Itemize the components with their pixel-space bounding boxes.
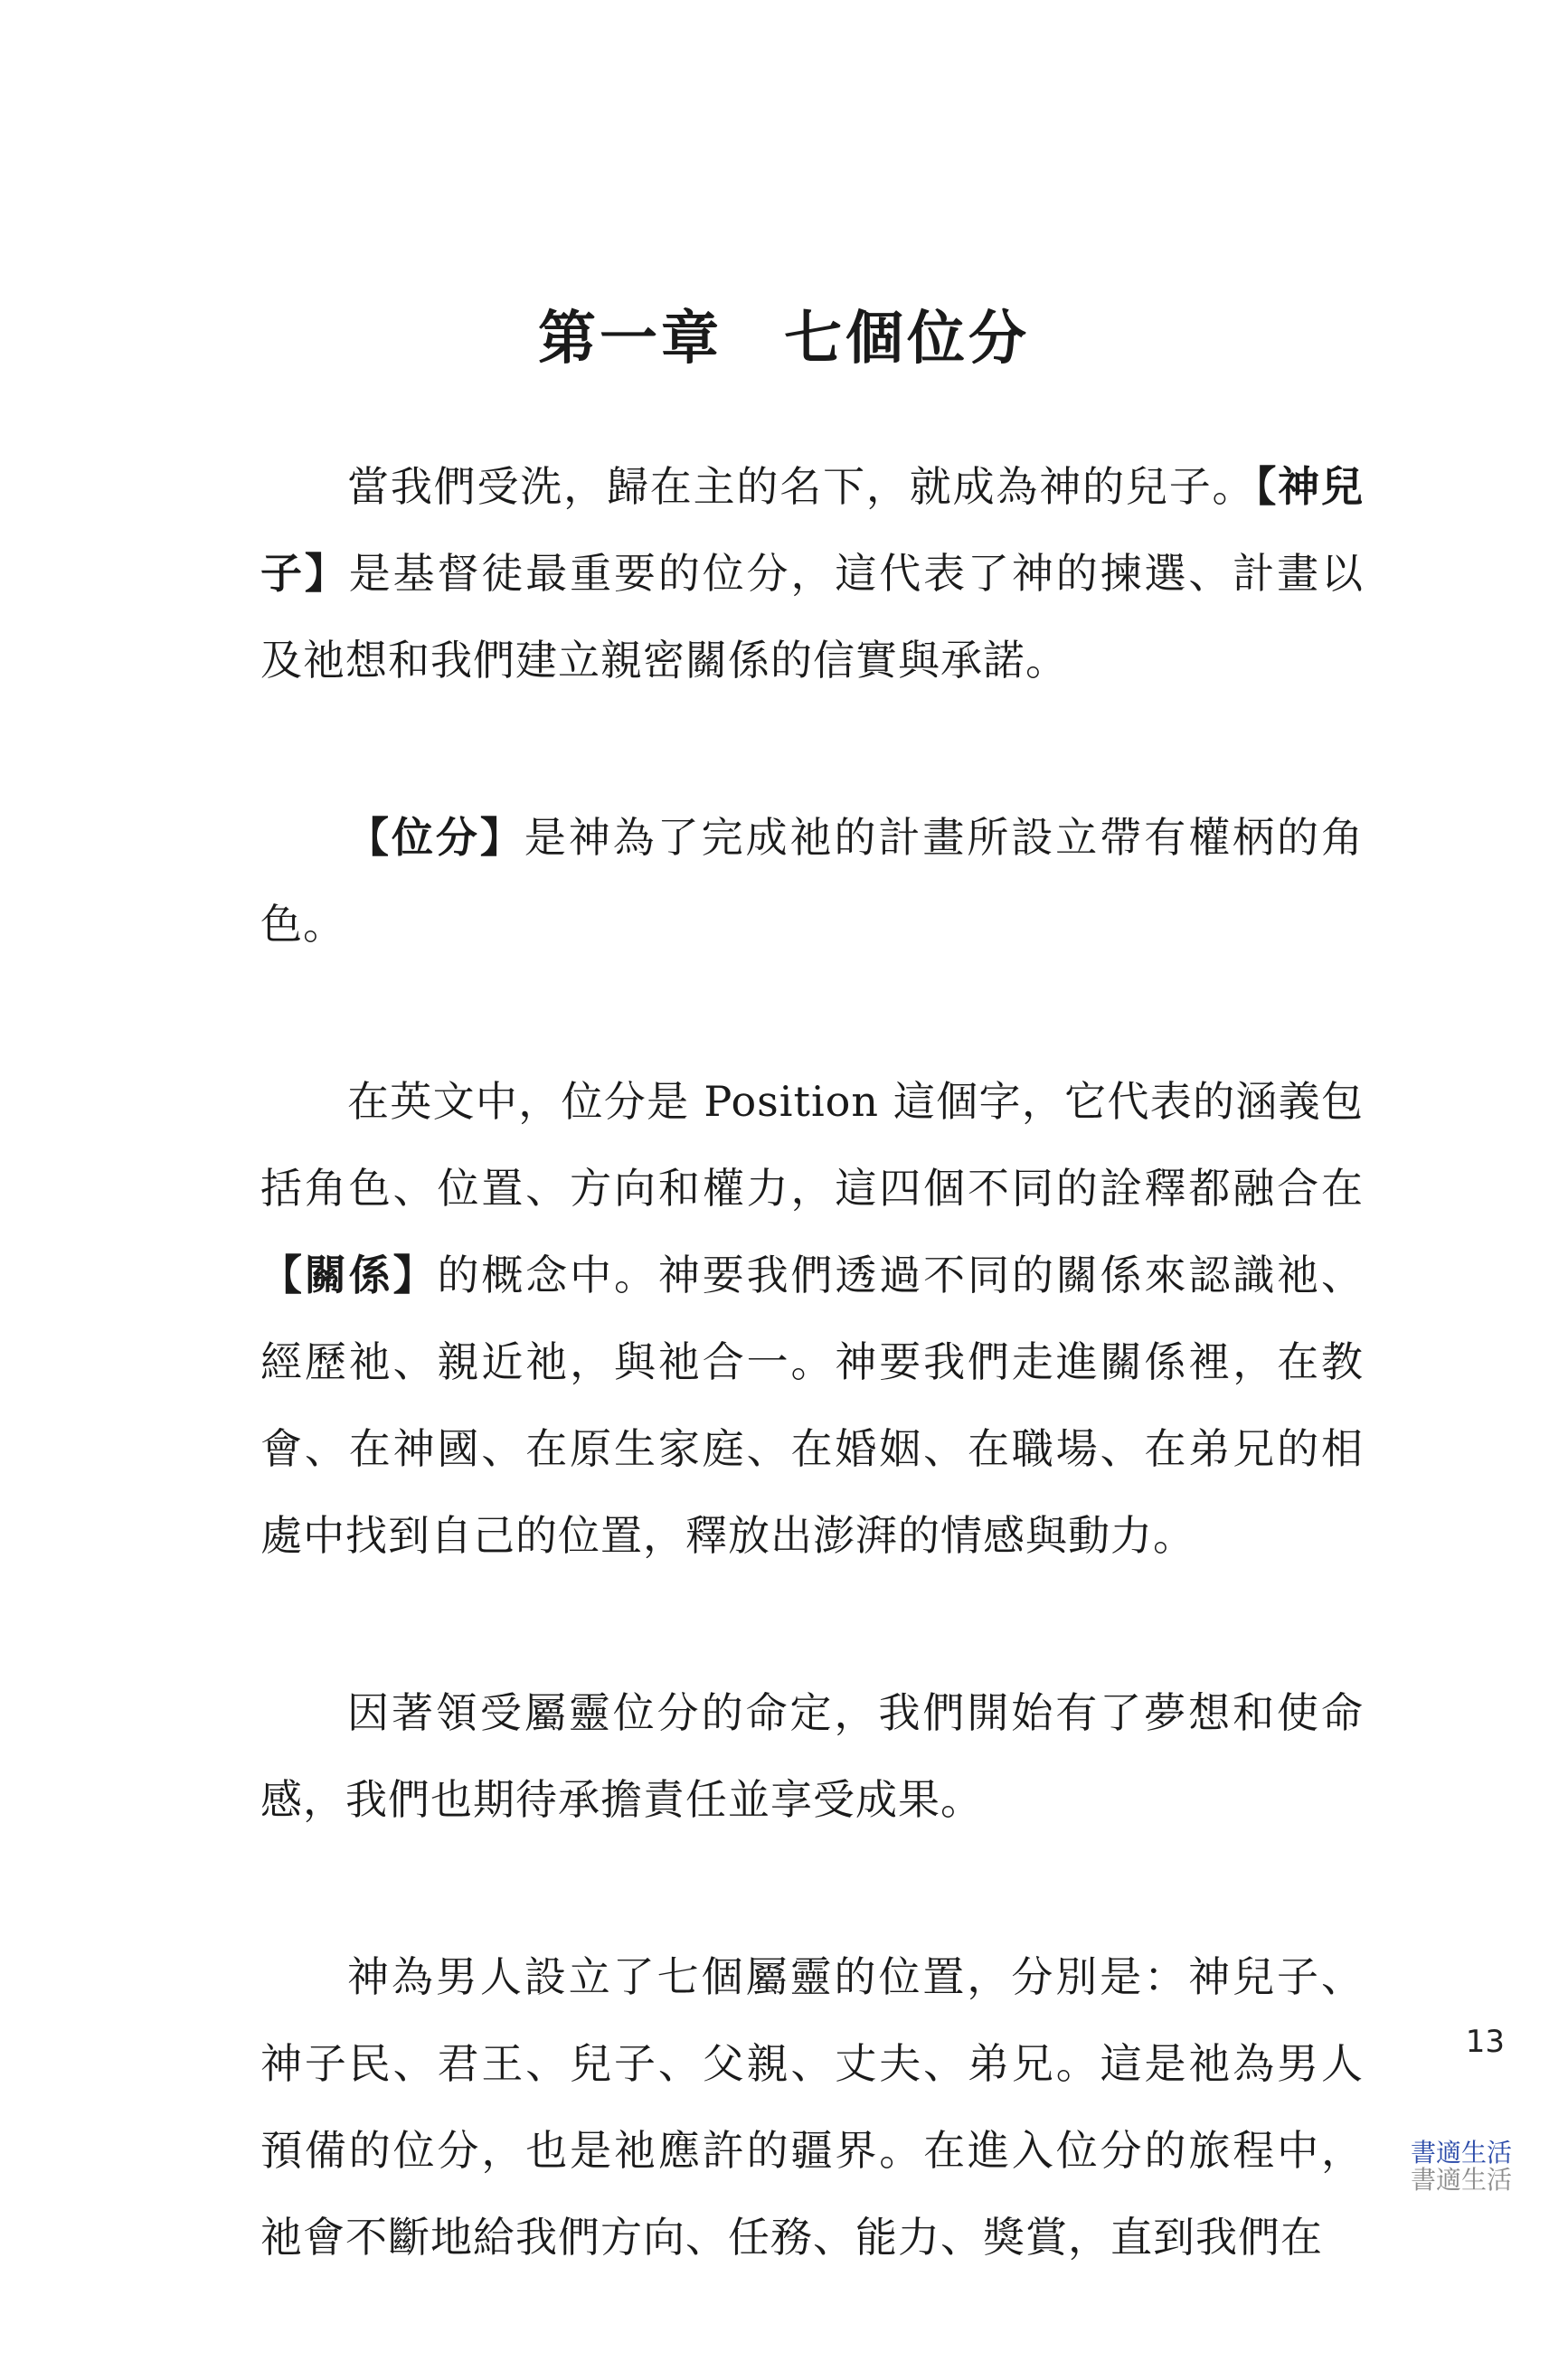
paragraph [260,1058,1364,1579]
watermark [1331,2140,1512,2194]
paragraph-text: 神為男人設立了七個屬靈的位置，分別是：神兒子、神子民、君王、兒子、父親、丈夫、弟兄。這是祂為男人預備的位分，也是祂應許的疆界。在進入位分的旅程中，祂會不斷地給我們方向、任務、能力、獎賞，直到我們在 [260,1952,1364,2262]
emphasis-term: 【神兒子】 [260,462,1365,598]
emphasis-term: 【位分】 [347,813,524,862]
paragraph-text: 當我們受洗，歸在主的名下，就成為神的兒子。 [347,462,1256,511]
paragraph [260,794,1364,968]
page-number: 13 [1465,2024,1505,2060]
paragraph [260,1933,1364,2281]
paragraph-text: 在英文中，位分是 Position 這個字，它代表的涵義包括角色、位置、方向和權力，這四個不同的詮釋都融合在 [260,1077,1364,1213]
watermark-text: 書適生活 [1410,2138,1512,2168]
emphasis-term: 【關係】 [260,1251,438,1299]
watermark-text-shadow: 書適生活 [1410,2165,1512,2195]
body-text [260,443,1364,2371]
paragraph-text: 是基督徒最重要的位分，這代表了神的揀選、計畫以及祂想和我們建立親密關係的信實與承諾。 [260,549,1364,685]
paragraph [260,443,1364,704]
paragraph-text: 的概念中。神要我們透過不同的關係來認識祂、經歷祂、親近祂，與祂合一。神要我們走進關係裡，在教會、在神國、在原生家庭、在婚姻、在職場、在弟兄的相處中找到自己的位置，釋放出澎湃的情感與動力。 [260,1251,1364,1560]
paragraph-text: 因著領受屬靈位分的命定，我們開始有了夢想和使命感，我們也期待承擔責任並享受成果。 [260,1688,1364,1824]
chapter-title: 第一章 七個位分 [538,305,1030,373]
paragraph-text: 是神為了完成祂的計畫所設立帶有權柄的角色。 [260,813,1365,949]
paragraph [260,1669,1364,1843]
